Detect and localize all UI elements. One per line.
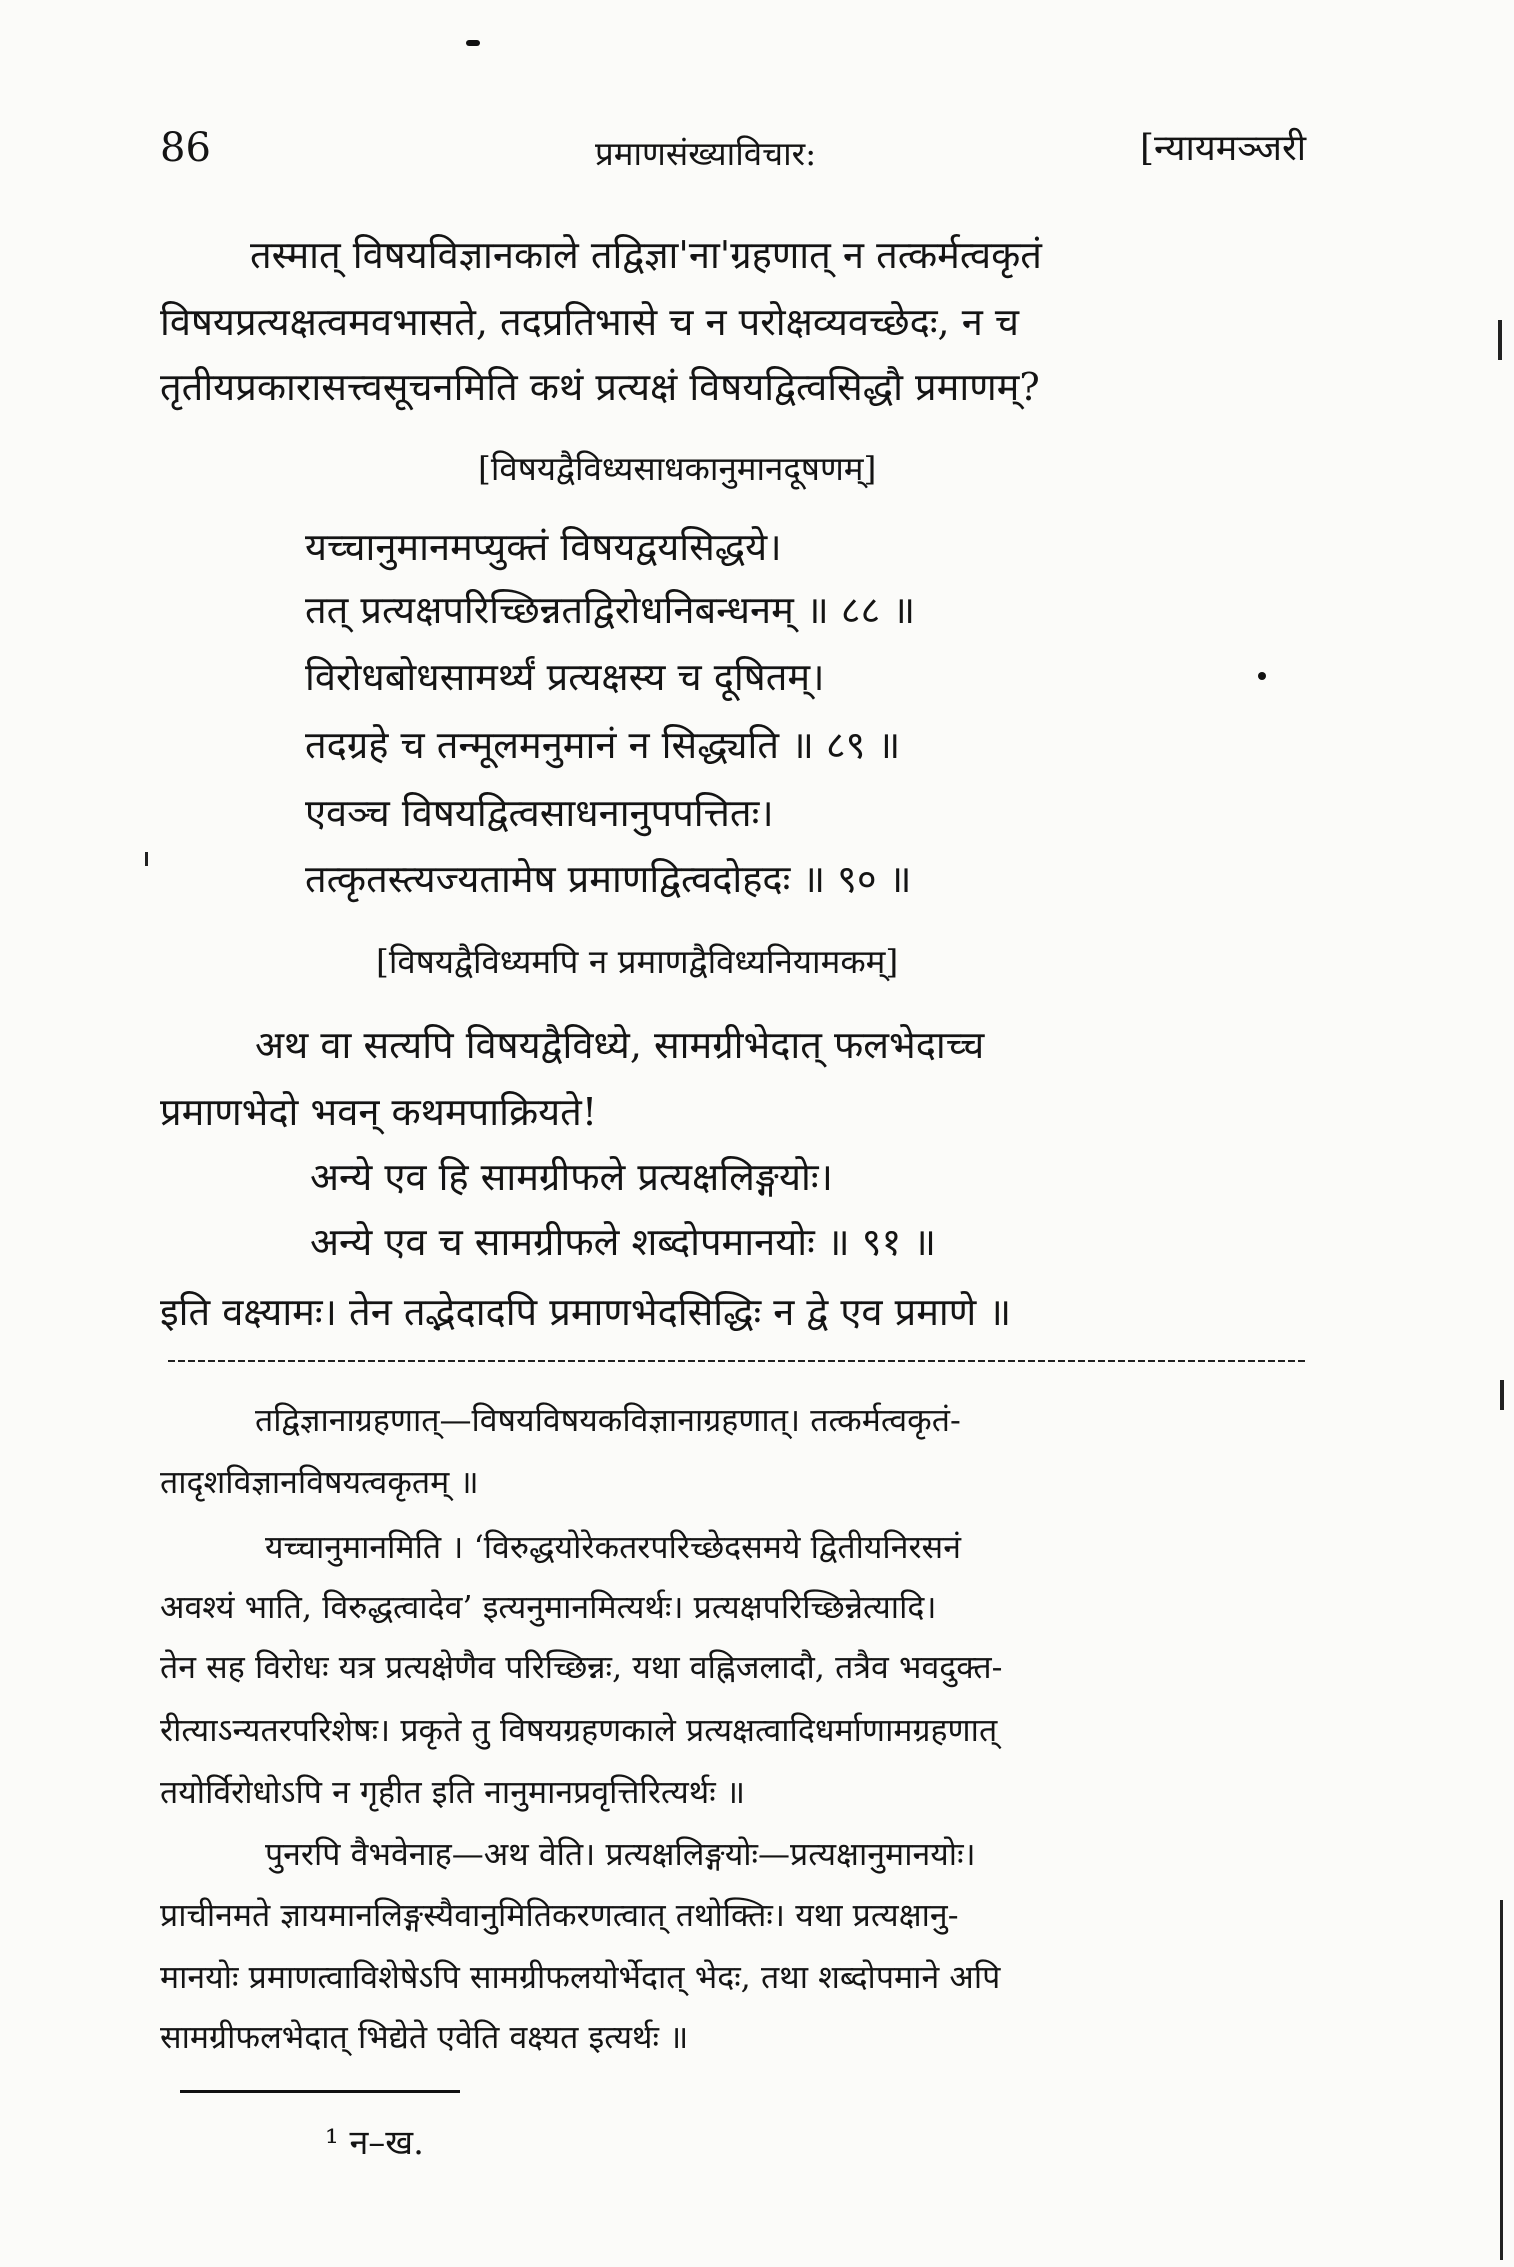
- verse-line: तत्कृतस्त्यज्यतामेष प्रमाणद्वित्वदोहदः ॥ ९० ॥: [305, 857, 912, 901]
- footnote-rule: [180, 2090, 460, 2093]
- commentary-line: मानयोः प्रमाणत्वाविशेषेऽपि सामग्रीफलयोर्भेदात् भेदः, तथा शब्दोपमाने अपि: [160, 1958, 1001, 1996]
- verse-line: अन्ये एव च सामग्रीफले शब्दोपमानयोः ॥ ९१ ॥: [310, 1220, 937, 1264]
- verse-line: विरोधबोधसामर्थ्यं प्रत्यक्षस्य च दूषितम्।: [305, 655, 825, 699]
- page-number: 86: [160, 125, 211, 171]
- scan-speck: [1258, 672, 1266, 680]
- edge-mark: [1498, 320, 1502, 360]
- main-paragraph-line: विषयप्रत्यक्षत्वमवभासते, तदप्रतिभासे च न परोक्षव्यवच्छेदः, न च: [160, 300, 1019, 344]
- running-book-title: [न्यायमञ्जरी: [1140, 128, 1307, 169]
- paragraph-line: प्रमाणभेदो भवन् कथमपाक्रियते!: [160, 1090, 598, 1134]
- verse-line: तत् प्रत्यक्षपरिच्छिन्नतद्विरोधनिबन्धनम् ॥ ८८ ॥: [305, 588, 916, 632]
- edge-mark: [145, 852, 148, 866]
- verse-line: अन्ये एव हि सामग्रीफले प्रत्यक्षलिङ्गयोः।: [310, 1155, 833, 1199]
- verse-line: एवञ्च विषयद्वित्वसाधनानुपपत्तितः।: [305, 791, 774, 835]
- scan-mark: [466, 40, 480, 46]
- verse-line: यच्चानुमानमप्युक्तं विषयद्वयसिद्धये।: [305, 525, 782, 569]
- commentary-line: तयोर्विरोधोऽपि न गृहीत इति नानुमानप्रवृत्तिरित्यर्थः ॥: [160, 1773, 746, 1811]
- verse-line: तदग्रहे च तन्मूलमनुमानं न सिद्ध्यति ॥ ८९ ॥: [305, 723, 901, 767]
- commentary-line: सामग्रीफलभेदात् भिद्येते एवेति वक्ष्यत इत्यर्थः ॥: [160, 2018, 689, 2056]
- edge-mark: [1500, 1380, 1504, 1410]
- commentary-line: तद्विज्ञानाग्रहणात्—विषयविषयकविज्ञानाग्रहणात्। तत्कर्मत्वकृतं-: [255, 1401, 961, 1439]
- commentary-line: पुनरपि वैभवेनाह—अथ वेति। प्रत्यक्षलिङ्गयोः—प्रत्यक्षानुमानयोः।: [265, 1835, 976, 1873]
- commentary-line: प्राचीनमते ज्ञायमानलिङ्गस्यैवानुमितिकरणत्वात् तथोक्तिः। यथा प्रत्यक्षानु-: [160, 1896, 959, 1934]
- commentary-line: तादृशविज्ञानविषयत्वकृतम् ॥: [160, 1463, 479, 1501]
- paragraph-line: अथ वा सत्यपि विषयद्वैविध्ये, सामग्रीभेदात् फलभेदाच्च: [255, 1023, 985, 1067]
- edge-mark: [1500, 1900, 1503, 2260]
- commentary-line: यच्चानुमानमिति । ‘विरुद्धयोरेकतरपरिच्छेदसमये द्वितीयनिरसनं: [265, 1528, 961, 1566]
- section-heading: [विषयद्वैविध्यमपि न प्रमाणद्वैविध्यनियामकम्]: [376, 942, 899, 981]
- footnote: ¹ न–ख.: [325, 2123, 424, 2163]
- commentary-line: तेन सह विरोधः यत्र प्रत्यक्षेणैव परिच्छिन्नः, यथा वह्निजलादौ, तत्रैव भवदुक्त-: [160, 1648, 1003, 1686]
- commentary-line: रीत्याऽन्यतरपरिशेषः। प्रकृते तु विषयग्रहणकाले प्रत्यक्षत्वादिधर्माणामग्रहणात्: [160, 1711, 998, 1749]
- main-paragraph-line: तृतीयप्रकारासत्त्वसूचनमिति कथं प्रत्यक्षं विषयद्वित्वसिद्धौ प्रमाणम्?: [160, 365, 1040, 409]
- closing-line: इति वक्ष्यामः। तेन तद्भेदादपि प्रमाणभेदसिद्धिः न द्वे एव प्रमाणे ॥: [160, 1290, 1012, 1334]
- section-heading: [विषयद्वैविध्यसाधकानुमानदूषणम्]: [478, 449, 877, 488]
- running-title: प्रमाणसंख्याविचार:: [595, 134, 817, 173]
- main-paragraph-line: तस्मात् विषयविज्ञानकाले तद्विज्ञा'ना'ग्रहणात् न तत्कर्मत्वकृतं: [250, 233, 1042, 277]
- commentary-line: अवश्यं भाति, विरुद्धत्वादेव’ इत्यनुमानमित्यर्थः। प्रत्यक्षपरिच्छिन्नेत्यादि।: [160, 1588, 937, 1626]
- wavy-separator: [168, 1356, 1308, 1366]
